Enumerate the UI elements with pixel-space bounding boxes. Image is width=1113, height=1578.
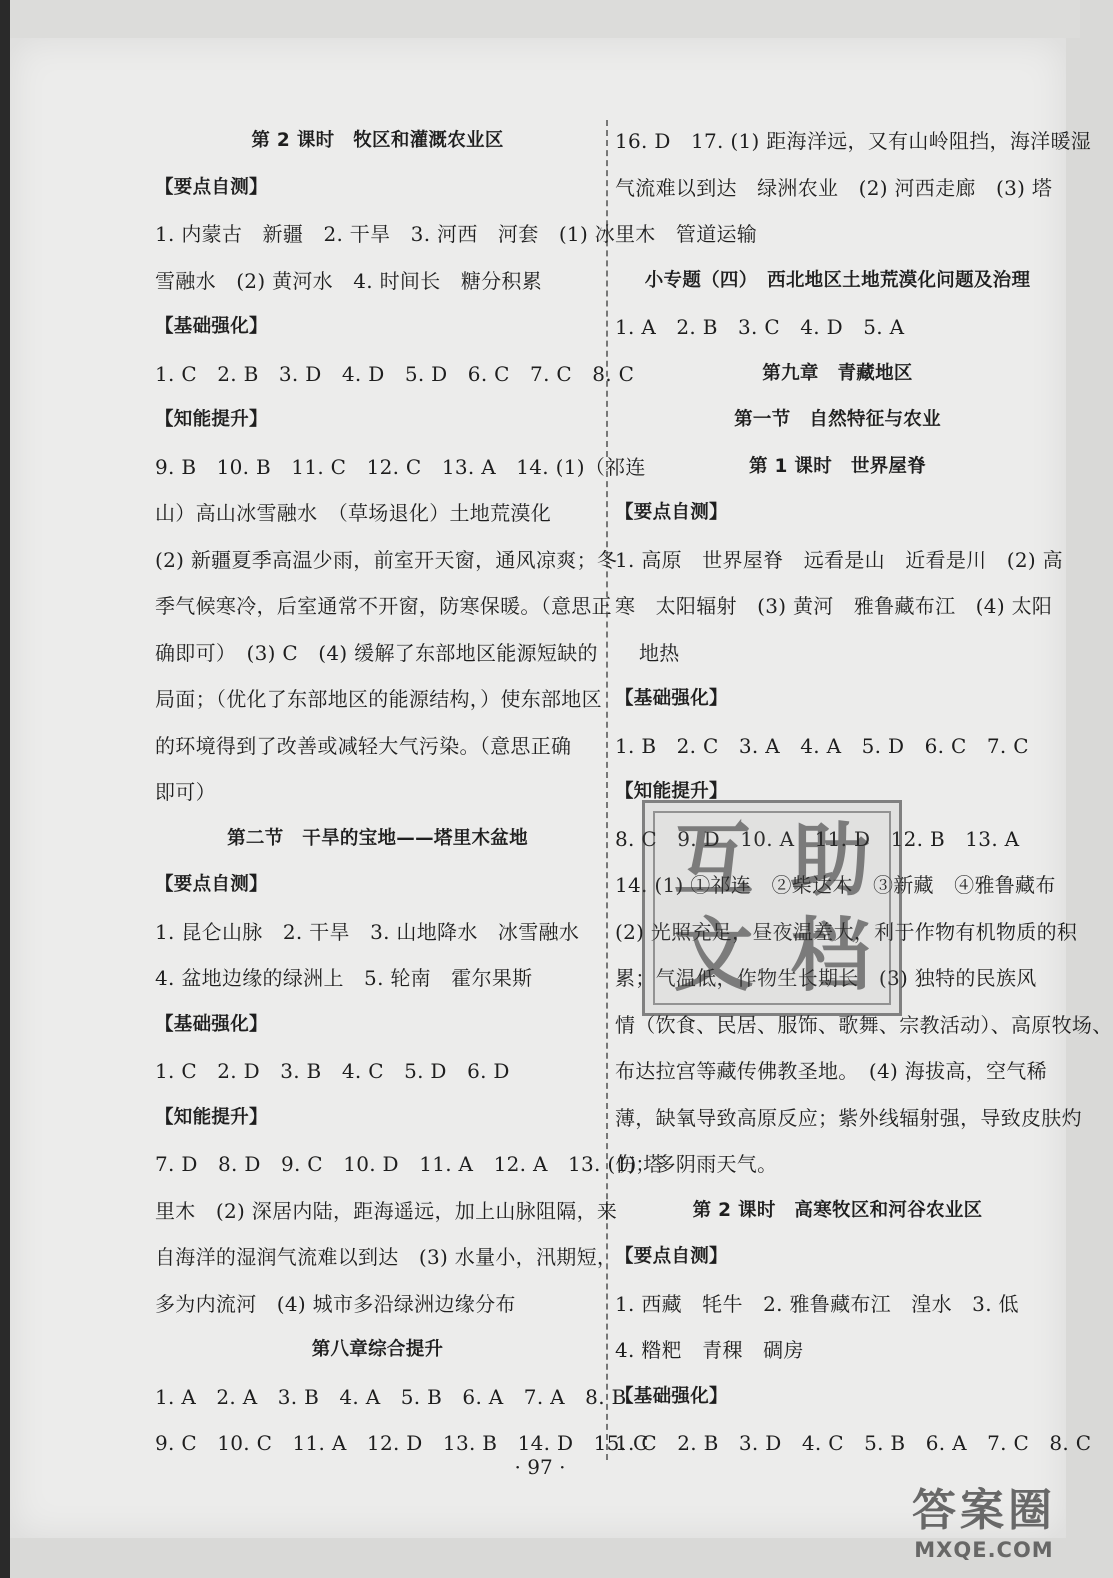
answer-line: 1. B 2. C 3. A 4. A 5. D 6. C 7. C	[615, 733, 1029, 758]
section-heading: 第 2 课时 牧区和灌溉农业区	[251, 130, 504, 151]
subsection-label: 【要点自测】	[155, 176, 268, 198]
subsection-label: 【基础强化】	[155, 316, 268, 337]
answer-line: 的环境得到了改善或减轻大气污染。（意思正确	[155, 733, 572, 758]
answer-line: 确即可） (3) C (4) 缓解了东部地区能源短缺的	[155, 640, 598, 665]
answer-line: 1. C 2. B 3. D 4. C 5. B 6. A 7. C 8. C	[615, 1431, 1092, 1455]
stamp-char: 助	[790, 813, 871, 907]
answer-line: 1. A 2. A 3. B 4. A 5. B 6. A 7. A 8. B	[155, 1384, 627, 1409]
right-column	[615, 118, 1113, 1467]
stamp-char: 档	[790, 908, 871, 1002]
answer-line: 伤；多阴雨天气。	[615, 1152, 778, 1176]
answer-line: 多为内流河 (4) 城市多沿绿洲边缘分布	[155, 1291, 516, 1316]
section-heading: 第九章 青藏地区	[762, 362, 913, 384]
site-watermark	[895, 1485, 1073, 1571]
section-heading: 第 1 课时 世界屋脊	[748, 455, 927, 477]
answer-line: 4. 糌粑 青稞 碉房	[615, 1338, 804, 1362]
answer-line: 情（饮食、民居、服饰、歌舞、宗教活动）、高原牧场、	[615, 1012, 1113, 1037]
subsection-label: 【知能提升】	[155, 1106, 268, 1128]
answer-line: 1. C 2. B 3. D 4. D 5. D 6. C 7. C 8. C	[155, 361, 635, 386]
answer-line: 里木 (2) 深居内陆，距海遥远，加上山脉阻隔，来	[155, 1198, 618, 1223]
answer-line: 1. C 2. D 3. B 4. C 5. D 6. D	[155, 1059, 510, 1083]
scan-binding-edge	[0, 0, 10, 1578]
answer-line: 寒 太阳辐射 (3) 黄河 雅鲁藏布江 (4) 太阳	[615, 594, 1053, 618]
answer-line: 1. 高原 世界屋脊 远看是山 近看是川 (2) 高	[615, 547, 1063, 572]
subsection-label: 【基础强化】	[615, 1385, 728, 1407]
answer-line: 1. A 2. B 3. C 4. D 5. A	[615, 315, 905, 339]
answer-line: (2) 光照充足，昼夜温差大，利于作物有机物质的积	[615, 919, 1078, 944]
subsection-label: 【基础强化】	[615, 688, 728, 709]
answer-line: 季气候寒冷，后室通常不开窗，防寒保暖。（意思正	[155, 594, 612, 618]
scan-top-margin	[0, 0, 1080, 38]
answer-line: (2) 新疆夏季高温少雨，前室开天窗，通风凉爽；冬	[155, 547, 618, 572]
answer-line: 14. (1) ①祁连 ②柴达木 ③新藏 ④雅鲁藏布	[615, 873, 1056, 897]
answer-line: 山）高山冰雪融水 （草场退化）土地荒漠化	[155, 501, 551, 525]
answer-line: 地热	[639, 640, 680, 665]
answer-line: 薄，缺氧导致高原反应；紫外线辐射强，导致皮肤灼	[615, 1105, 1082, 1130]
answer-line: 里木 管道运输	[615, 222, 758, 246]
section-heading: 小专题（四） 西北地区土地荒漠化问题及治理	[644, 269, 1031, 291]
subsection-label: 【知能提升】	[615, 781, 728, 802]
section-heading: 第一节 自然特征与农业	[734, 409, 941, 430]
answer-line: 布达拉宫等藏传佛教圣地。 (4) 海拔高，空气稀	[615, 1059, 1047, 1083]
answer-line: 累；气温低，作物生长期长 (3) 独特的民族风	[615, 966, 1037, 990]
section-heading: 第二节 干旱的宝地——塔里木盆地	[227, 827, 528, 849]
answer-line: 1. 西藏 牦牛 2. 雅鲁藏布江 湟水 3. 低	[615, 1291, 1019, 1316]
stamp-char: 文	[673, 908, 754, 1002]
section-heading: 第八章综合提升	[311, 1339, 444, 1360]
answer-line: 自海洋的湿润气流难以到达 (3) 水量小，汛期短，	[155, 1245, 618, 1269]
section-heading: 第 2 课时 高寒牧区和河谷农业区	[692, 1199, 983, 1221]
page-number: · 97 ·	[514, 1455, 566, 1479]
answer-line: 雪融水 (2) 黄河水 4. 时间长 糖分积累	[155, 268, 543, 293]
answer-line: 4. 盆地边缘的绿洲上 5. 轮南 霍尔果斯	[155, 966, 533, 990]
watermark-logo: 答案圈	[912, 1485, 1056, 1536]
answer-line: 9. B 10. B 11. C 12. C 13. A 14. (1)（祁连	[155, 454, 646, 479]
answer-line: 1. 昆仑山脉 2. 干旱 3. 山地降水 冰雪融水	[155, 919, 580, 944]
subsection-label: 【知能提升】	[155, 409, 268, 430]
watermark-url: MXQE.COM	[914, 1538, 1054, 1562]
subsection-label: 【要点自测】	[155, 874, 268, 895]
stamp-char: 互	[673, 813, 754, 907]
subsection-label: 【要点自测】	[615, 1246, 728, 1267]
answer-line: 1. 内蒙古 新疆 2. 干旱 3. 河西 河套 (1) 冰	[155, 222, 616, 246]
stamp-seal	[642, 800, 902, 1016]
answer-line: 7. D 8. D 9. C 10. D 11. A 12. A 13. (1) 塔	[155, 1152, 664, 1176]
answer-line: 气流难以到达 绿洲农业 (2) 河西走廊 (3) 塔	[615, 175, 1053, 200]
subsection-label: 【基础强化】	[155, 1013, 268, 1035]
answer-line: 9. C 10. C 11. A 12. D 13. B 14. D 15. C	[155, 1431, 649, 1455]
answer-line: 8. C 9. D 10. A 11. D 12. B 13. A	[615, 826, 1020, 851]
subsection-label: 【要点自测】	[615, 502, 728, 523]
answer-line: 16. D 17. (1) 距海洋远，又有山岭阻挡，海洋暖湿	[615, 129, 1092, 153]
answer-line: 即可）	[155, 780, 216, 804]
answer-line: 局面；（优化了东部地区的能源结构，）使东部地区	[155, 687, 602, 711]
